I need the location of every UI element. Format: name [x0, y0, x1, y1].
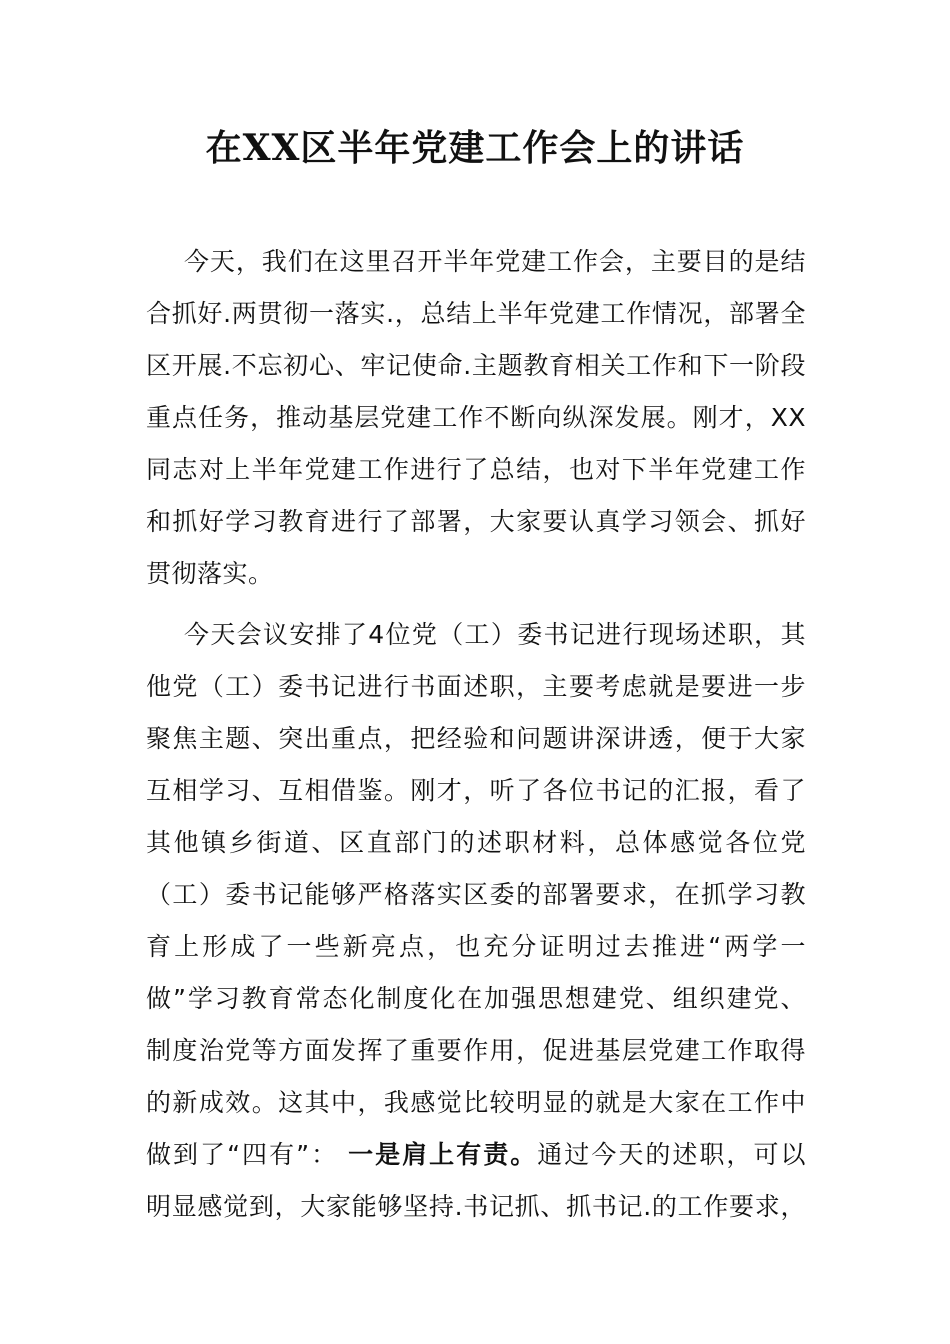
emphasis-heading: 一是肩上有责。: [348, 1140, 538, 1169]
paragraph-line: （工）委书记能够严格落实区委的部署要求，在抓学习教: [146, 880, 806, 909]
paragraph-line: 其他镇乡街道、区直部门的述职材料，总体感觉各位党: [146, 828, 806, 857]
paragraph-line: 的新成效。这其中，我感觉比较明显的就是大家在工作中: [146, 1088, 806, 1117]
document-title: 在XX区半年党建工作会上的讲话: [205, 127, 745, 169]
paragraph-line: 育上形成了一些新亮点，也充分证明过去推进“两学一: [146, 932, 806, 961]
paragraph-line: 他党（工）委书记进行书面述职，主要考虑就是要进一步: [146, 672, 806, 701]
emphasis-prefix: 做到了“四有”：: [146, 1140, 339, 1169]
paragraph-line: 制度治党等方面发挥了重要作用，促进基层党建工作取得: [146, 1036, 806, 1065]
paragraph-intro: [146, 236, 806, 600]
paragraph-line: 和抓好学习教育进行了部署，大家要认真学习领会、抓好: [146, 507, 806, 536]
emphasis-suffix: 通过今天的述职，可以: [537, 1140, 806, 1169]
paragraph-line: 今天会议安排了4位党（工）委书记进行现场述职，其: [184, 620, 806, 649]
paragraph-line: 互相学习、互相借鉴。刚才，听了各位书记的汇报，看了: [146, 776, 806, 805]
paragraph-line: 聚焦主题、突出重点，把经验和问题讲深讲透，便于大家: [146, 724, 806, 753]
paragraph-line-with-emphasis: [146, 1129, 806, 1181]
paragraph-line: 贯彻落实。: [146, 559, 274, 588]
paragraph-reports: [146, 609, 806, 1233]
paragraph-line: 合抓好.两贯彻一落实.，总结上半年党建工作情况，部署全: [146, 299, 806, 328]
paragraph-line: 区开展.不忘初心、牢记使命.主题教育相关工作和下一阶段: [146, 351, 806, 380]
paragraph-line: 做”学习教育常态化制度化在加强思想建党、组织建党、: [146, 984, 806, 1013]
paragraph-line: 今天，我们在这里召开半年党建工作会，主要目的是结: [184, 247, 806, 276]
paragraph-line: 重点任务，推动基层党建工作不断向纵深发展。刚才，XX: [146, 403, 806, 432]
paragraph-line: 同志对上半年党建工作进行了总结，也对下半年党建工作: [146, 455, 806, 484]
paragraph-line: 明显感觉到，大家能够坚持.书记抓、抓书记.的工作要求，: [146, 1192, 806, 1221]
